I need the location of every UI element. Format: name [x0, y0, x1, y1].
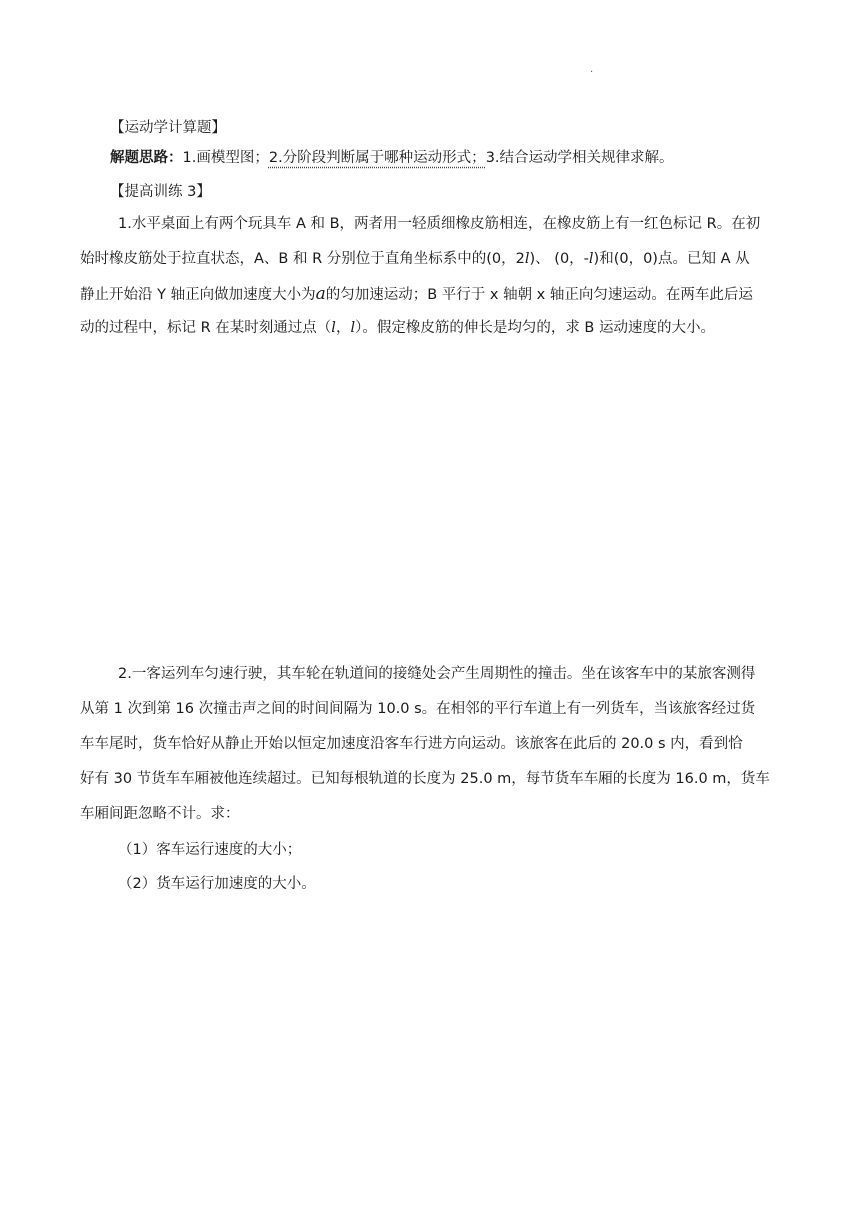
problem-2-line-4: 好有 30 节货车车厢被他连续超过。已知每根轨道的长度为 25.0 m，每节货车车厢的长度为 16.0 m，货车 — [80, 771, 770, 787]
approach-step-3: 3.结合运动学相关规律求解。 — [485, 150, 674, 166]
variable-l: l — [331, 320, 336, 336]
question-1: （1）客车运行速度的大小； — [118, 842, 302, 858]
approach-label: 解题思路： — [110, 150, 183, 166]
problem-1-line-2: 始时橡皮筋处于拉直状态，A、B 和 R 分别位于直角坐标系中的(0，2l)、 (0，-l)和(0，0)点。已知 A 从 — [80, 251, 750, 267]
variable-l: l — [588, 251, 594, 267]
question-2: （2）货车运行加速度的大小。 — [118, 876, 316, 892]
practice-title: 【提高训练 3】 — [110, 184, 211, 200]
problem-1-line-3: 静止开始沿 Y 轴正向做加速度大小为a的匀加速运动；B 平行于 x 轴朝 x 轴正向匀速运动。在两车此后运 — [80, 284, 753, 304]
section-title: 【运动学计算题】 — [110, 120, 226, 136]
problem-2-line-1: 2.一客运列车匀速行驶，其车轮在轨道间的接缝处会产生周期性的撞击。坐在该客车中的某旅客测得 — [118, 666, 756, 682]
solution-approach — [110, 148, 674, 168]
approach-step-2: 2.分阶段判断属于哪种运动形式； — [268, 150, 486, 166]
problem-1-line-4: 动的过程中，标记 R 在某时刻通过点（l，l）。假定橡皮筋的伸长是均匀的，求 B 运动速度的大小。 — [80, 320, 715, 336]
variable-l: l — [524, 251, 530, 267]
variable-a: a — [315, 284, 326, 304]
problem-2-line-5: 车厢间距忽略不计。求： — [80, 806, 240, 822]
problem-2-line-2: 从第 1 次到第 16 次撞击声之间的时间间隔为 10.0 s。在相邻的平行车道上有一列货车，当该旅客经过货 — [80, 701, 756, 717]
problem-1-line-1: 1.水平桌面上有两个玩具车 A 和 B，两者用一轻质细橡皮筋相连，在橡皮筋上有一红色标记 R。在初 — [118, 216, 761, 232]
problem-2-line-3: 车车尾时，货车恰好从静止开始以恒定加速度沿客车行进方向运动。该旅客在此后的 20.0 s 内，看到恰 — [80, 736, 743, 752]
variable-l: l — [350, 320, 356, 336]
approach-step-1: 1.画模型图； — [182, 150, 269, 166]
header-dot: . — [590, 64, 594, 75]
